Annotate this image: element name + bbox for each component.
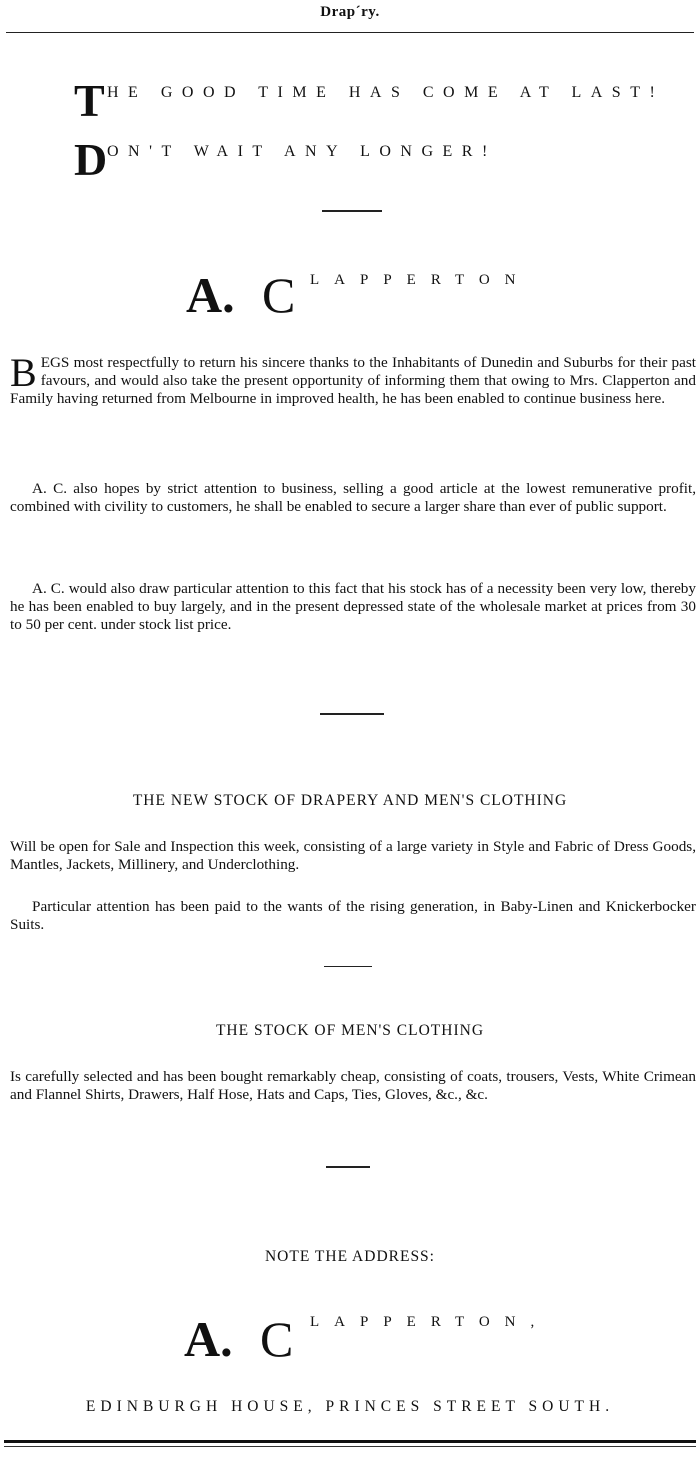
- paragraph-stock: A. C. would also draw particular attention to this fact that his stock has of a necessity been very low, thereby he has been enabled to buy largely, and in the present depressed state of the wholesale market at prices from 30 to 50 per cent. under stock list price.: [10, 580, 696, 633]
- name-cap: C: [262, 267, 296, 323]
- paragraph-thanks: [10, 350, 696, 408]
- address: EDINBURGH HOUSE, PRINCES STREET SOUTH.: [85, 1398, 615, 1415]
- bottom-rule: [4, 1440, 696, 1443]
- headline-good-time: [74, 75, 694, 128]
- paragraph-text: EGS most respectfully to return his sincere thanks to the Inhabitants of Dunedin and Suburbs for their past favours, and would also take the present opportunity of informing them that owing to Mrs. Clapperton and Family having returned from Melbourne in improved health, he has been enabled to continue business here.: [10, 354, 696, 407]
- section-header: Drap´ry.: [320, 4, 380, 20]
- headline-text: HE GOOD TIME HAS COME AT LAST!: [107, 84, 665, 101]
- paragraph-attention: A. C. also hopes by strict attention to business, selling a good article at the lowest remunerative profit, combined with civility to customers, he shall be enabled to secure a larger share than ever of public support.: [10, 480, 696, 515]
- divider: [326, 1166, 370, 1168]
- headline-cap: D: [74, 134, 108, 185]
- bottom-rule-thin: [4, 1446, 696, 1447]
- name-rest: LAPPERTON: [310, 272, 531, 288]
- mens-stock-paragraph: Is carefully selected and has been bought remarkably cheap, consisting of coats, trousers, Vests, White Crimean and Flannel Shirts, Drawers, Half Hose, Hats and Caps, Ties, Gloves, &c., &c.: [10, 1068, 696, 1103]
- divider: [322, 210, 382, 212]
- name-bottom: [0, 1302, 700, 1372]
- name-rest: LAPPERTON,: [310, 1314, 550, 1330]
- dropcap: B: [10, 350, 37, 395]
- new-stock-title: THE NEW STOCK OF DRAPERY AND MEN'S CLOTHING: [132, 792, 568, 809]
- top-rule: [6, 32, 694, 33]
- name-cap: C: [260, 1311, 294, 1367]
- headline-dont-wait: [74, 134, 694, 187]
- note-address: NOTE THE ADDRESS:: [264, 1248, 435, 1265]
- divider: [324, 966, 372, 967]
- name-initial: A.: [184, 1311, 233, 1367]
- divider: [320, 713, 384, 715]
- headline-cap: T: [74, 75, 105, 126]
- name-top: [0, 262, 700, 332]
- name-initial: A.: [186, 267, 235, 323]
- baby-linen-paragraph: Particular attention has been paid to the wants of the rising generation, in Baby-Linen and Knickerbocker Suits.: [10, 898, 696, 933]
- headline-text: ON'T WAIT ANY LONGER!: [107, 143, 497, 160]
- mens-stock-title: THE STOCK OF MEN'S CLOTHING: [215, 1022, 485, 1039]
- new-stock-paragraph: Will be open for Sale and Inspection this week, consisting of a large variety in Style and Fabric of Dress Goods, Mantles, Jackets, Millinery, and Underclothing.: [10, 838, 696, 873]
